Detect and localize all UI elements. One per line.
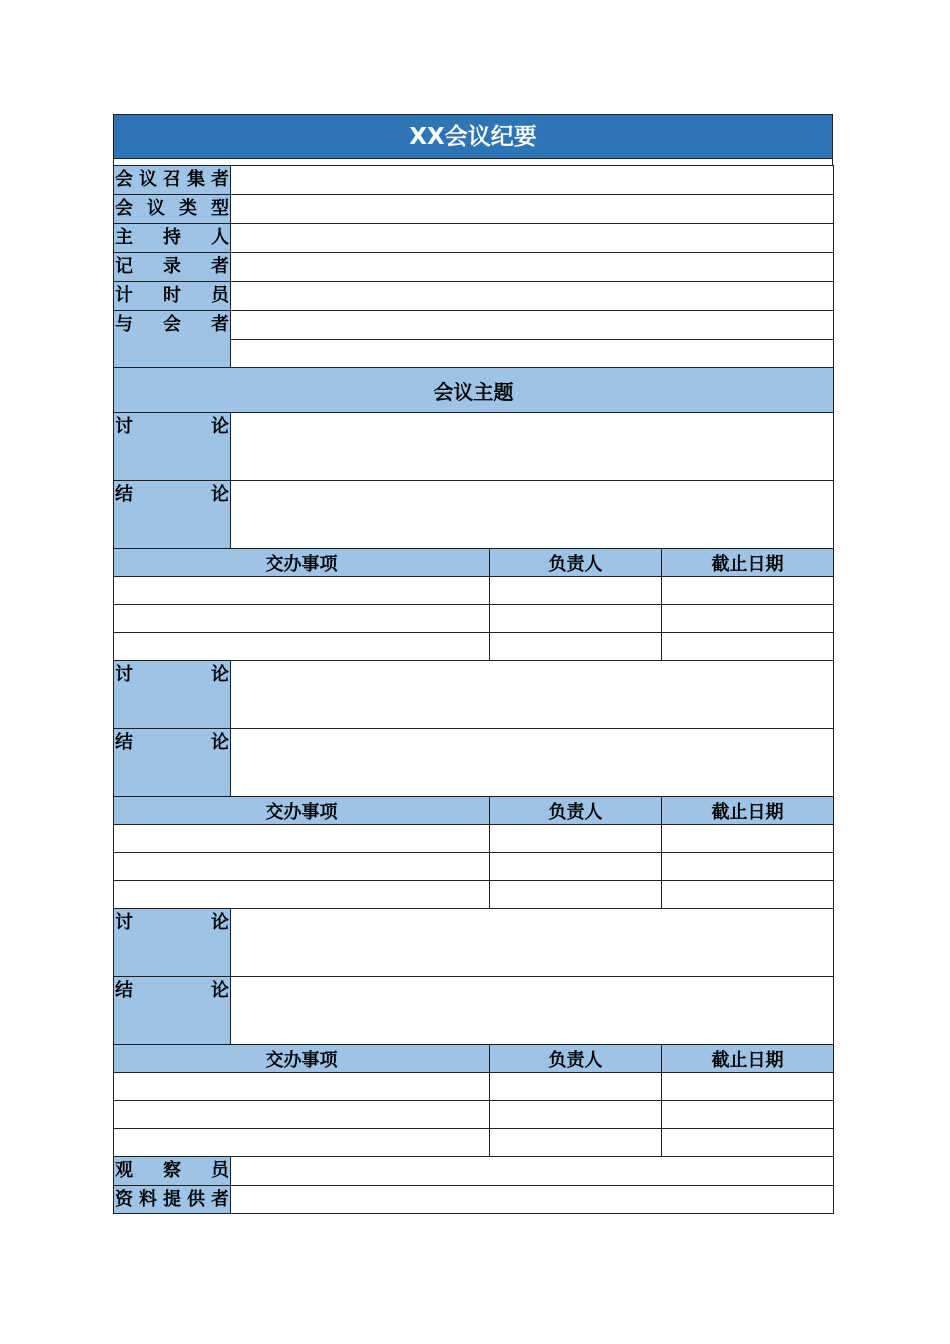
owner-cell[interactable] <box>490 633 662 661</box>
owner-cell[interactable] <box>490 605 662 633</box>
table-row <box>114 1073 834 1101</box>
owner-cell[interactable] <box>490 853 662 881</box>
timekeeper-value[interactable] <box>231 282 834 311</box>
recorder-value[interactable] <box>231 253 834 282</box>
due-cell[interactable] <box>662 853 834 881</box>
block3-conclude-value[interactable] <box>231 977 834 1045</box>
document-title: XX会议纪要 <box>113 114 833 159</box>
meeting-minutes-sheet <box>113 114 833 1214</box>
task-cell[interactable] <box>114 605 490 633</box>
owner-cell[interactable] <box>490 825 662 853</box>
task-cell[interactable] <box>114 577 490 605</box>
owner-cell[interactable] <box>490 881 662 909</box>
table-row <box>114 1129 834 1157</box>
topic-header: 会议主题 <box>114 368 834 413</box>
due-cell[interactable] <box>662 577 834 605</box>
block1-discuss-value[interactable] <box>231 413 834 481</box>
row-convener <box>114 166 834 195</box>
block3-conclude-row <box>114 977 834 1045</box>
block3-conclude-label: 结论 <box>114 977 231 1045</box>
due-cell[interactable] <box>662 633 834 661</box>
block2-due-col: 截止日期 <box>662 797 834 825</box>
block2-discuss-label: 讨论 <box>114 661 231 729</box>
row-timekeeper <box>114 282 834 311</box>
due-cell[interactable] <box>662 1073 834 1101</box>
block1-task-col: 交办事项 <box>114 549 490 577</box>
timekeeper-label: 计时员 <box>114 282 231 311</box>
block1-task-header <box>114 549 834 577</box>
due-cell[interactable] <box>662 605 834 633</box>
table-row <box>114 1101 834 1129</box>
block1-owner-col: 负责人 <box>490 549 662 577</box>
row-material-provider <box>114 1186 834 1214</box>
attendees-value-2[interactable] <box>231 340 834 368</box>
block1-conclude-value[interactable] <box>231 481 834 549</box>
due-cell[interactable] <box>662 1129 834 1157</box>
host-value[interactable] <box>231 224 834 253</box>
attendees-value-1[interactable] <box>231 311 834 340</box>
block3-due-col: 截止日期 <box>662 1045 834 1073</box>
task-cell[interactable] <box>114 1129 490 1157</box>
block3-discuss-label: 讨论 <box>114 909 231 977</box>
block1-due-col: 截止日期 <box>662 549 834 577</box>
table-row <box>114 605 834 633</box>
meeting-type-label: 会议类型 <box>114 195 231 224</box>
recorder-label: 记录者 <box>114 253 231 282</box>
task-cell[interactable] <box>114 1073 490 1101</box>
block2-discuss-row <box>114 661 834 729</box>
convener-label: 会议召集者 <box>114 166 231 195</box>
task-cell[interactable] <box>114 825 490 853</box>
block1-conclude-row <box>114 481 834 549</box>
block1-discuss-label: 讨论 <box>114 413 231 481</box>
table-row <box>114 853 834 881</box>
row-meeting-type <box>114 195 834 224</box>
block1-discuss-row <box>114 413 834 481</box>
material-provider-label: 资料提供者 <box>114 1186 231 1214</box>
owner-cell[interactable] <box>490 1129 662 1157</box>
task-cell[interactable] <box>114 633 490 661</box>
table-row <box>114 881 834 909</box>
block2-conclude-value[interactable] <box>231 729 834 797</box>
task-cell[interactable] <box>114 881 490 909</box>
block3-owner-col: 负责人 <box>490 1045 662 1073</box>
row-observer <box>114 1157 834 1186</box>
block3-task-header <box>114 1045 834 1073</box>
convener-value[interactable] <box>231 166 834 195</box>
block2-task-col: 交办事项 <box>114 797 490 825</box>
owner-cell[interactable] <box>490 1101 662 1129</box>
row-recorder <box>114 253 834 282</box>
host-label: 主持人 <box>114 224 231 253</box>
attendees-label: 与会者 <box>114 311 231 368</box>
minutes-table <box>113 165 834 1214</box>
material-provider-value[interactable] <box>231 1186 834 1214</box>
block3-discuss-value[interactable] <box>231 909 834 977</box>
block2-discuss-value[interactable] <box>231 661 834 729</box>
table-row <box>114 577 834 605</box>
table-row <box>114 633 834 661</box>
block2-conclude-label: 结论 <box>114 729 231 797</box>
block2-owner-col: 负责人 <box>490 797 662 825</box>
row-topic-header <box>114 368 834 413</box>
observer-value[interactable] <box>231 1157 834 1186</box>
due-cell[interactable] <box>662 1101 834 1129</box>
row-attendees <box>114 311 834 340</box>
table-row <box>114 825 834 853</box>
block2-conclude-row <box>114 729 834 797</box>
block1-conclude-label: 结论 <box>114 481 231 549</box>
row-host <box>114 224 834 253</box>
owner-cell[interactable] <box>490 1073 662 1101</box>
task-cell[interactable] <box>114 853 490 881</box>
owner-cell[interactable] <box>490 577 662 605</box>
block2-task-header <box>114 797 834 825</box>
due-cell[interactable] <box>662 881 834 909</box>
block3-task-col: 交办事项 <box>114 1045 490 1073</box>
due-cell[interactable] <box>662 825 834 853</box>
task-cell[interactable] <box>114 1101 490 1129</box>
block3-discuss-row <box>114 909 834 977</box>
observer-label: 观察员 <box>114 1157 231 1186</box>
meeting-type-value[interactable] <box>231 195 834 224</box>
